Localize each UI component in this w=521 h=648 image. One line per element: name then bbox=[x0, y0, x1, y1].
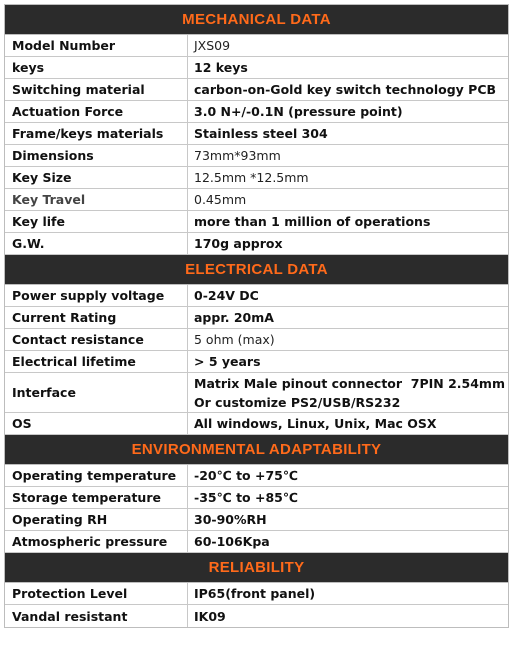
row-label: Operating RH bbox=[5, 509, 188, 530]
table-row bbox=[5, 79, 508, 101]
table-row bbox=[5, 211, 508, 233]
row-label: Key Travel bbox=[5, 189, 188, 210]
row-value: 0-24V DC bbox=[194, 288, 259, 303]
row-label: Key Size bbox=[5, 167, 188, 188]
row-label: Dimensions bbox=[5, 145, 188, 166]
table-row bbox=[5, 285, 508, 307]
row-value: appr. 20mA bbox=[194, 310, 274, 325]
table-row bbox=[5, 123, 508, 145]
row-label: OS bbox=[5, 413, 188, 434]
row-value: 5 ohm (max) bbox=[194, 332, 275, 347]
row-value: 12.5mm *12.5mm bbox=[194, 170, 309, 185]
row-label: G.W. bbox=[5, 233, 188, 254]
row-value: 3.0 N+/-0.1N (pressure point) bbox=[194, 104, 403, 119]
table-row bbox=[5, 189, 508, 211]
table-row bbox=[5, 351, 508, 373]
row-label: Current Rating bbox=[5, 307, 188, 328]
section-header-electrical: ELECTRICAL DATA bbox=[5, 255, 508, 285]
row-label: Frame/keys materials bbox=[5, 123, 188, 144]
table-row bbox=[5, 145, 508, 167]
row-label: Protection Level bbox=[5, 583, 188, 604]
row-value: 170g approx bbox=[194, 236, 283, 251]
row-value: JXS09 bbox=[194, 38, 231, 53]
row-label: Electrical lifetime bbox=[5, 351, 188, 372]
row-value: 73mm*93mm bbox=[194, 148, 281, 163]
row-value: > 5 years bbox=[194, 354, 261, 369]
section-header-reliability: RELIABILITY bbox=[5, 553, 508, 583]
row-value: Stainless steel 304 bbox=[194, 126, 328, 141]
spec-table bbox=[4, 4, 509, 628]
section-header-mechanical: MECHANICAL DATA bbox=[5, 5, 508, 35]
row-value-line: Or customize PS2/USB/RS232 bbox=[194, 394, 401, 410]
table-row bbox=[5, 509, 508, 531]
row-value: carbon-on-Gold key switch technology PCB bbox=[194, 82, 497, 97]
row-label: Power supply voltage bbox=[5, 285, 188, 306]
table-row bbox=[5, 465, 508, 487]
row-value: IP65(front panel) bbox=[194, 586, 316, 601]
section-header-environmental: ENVIRONMENTAL ADAPTABILITY bbox=[5, 435, 508, 465]
row-value: 0.45mm bbox=[194, 192, 247, 207]
table-row bbox=[5, 583, 508, 605]
row-value: All windows, Linux, Unix, Mac OSX bbox=[194, 416, 437, 431]
row-value-line: Matrix Male pinout connector 7PIN 2.54mm bbox=[194, 375, 505, 391]
row-value: IK09 bbox=[194, 608, 226, 624]
row-value: 12 keys bbox=[194, 60, 248, 75]
table-row bbox=[5, 35, 508, 57]
row-label: Key life bbox=[5, 211, 188, 232]
row-label: Interface bbox=[5, 373, 188, 412]
row-label: Contact resistance bbox=[5, 329, 188, 350]
row-label: Vandal resistant bbox=[5, 605, 188, 627]
table-row bbox=[5, 605, 508, 627]
row-value: 60-106Kpa bbox=[194, 534, 270, 549]
table-row bbox=[5, 167, 508, 189]
row-label: Switching material bbox=[5, 79, 188, 100]
row-label: Atmospheric pressure bbox=[5, 531, 188, 552]
table-row bbox=[5, 413, 508, 435]
row-label: Storage temperature bbox=[5, 487, 188, 508]
row-value: -35℃ to +85℃ bbox=[194, 490, 298, 505]
row-value: more than 1 million of operations bbox=[194, 214, 431, 229]
table-row bbox=[5, 307, 508, 329]
table-row bbox=[5, 487, 508, 509]
row-label: Actuation Force bbox=[5, 101, 188, 122]
row-value-multiline bbox=[188, 373, 508, 412]
row-value: 30-90%RH bbox=[194, 512, 267, 527]
table-row bbox=[5, 329, 508, 351]
table-row bbox=[5, 101, 508, 123]
row-value: -20℃ to +75℃ bbox=[194, 468, 298, 483]
row-label: Operating temperature bbox=[5, 465, 188, 486]
table-row bbox=[5, 233, 508, 255]
table-row bbox=[5, 373, 508, 413]
row-label: keys bbox=[5, 57, 188, 78]
table-row bbox=[5, 57, 508, 79]
row-label: Model Number bbox=[5, 35, 188, 56]
table-row bbox=[5, 531, 508, 553]
